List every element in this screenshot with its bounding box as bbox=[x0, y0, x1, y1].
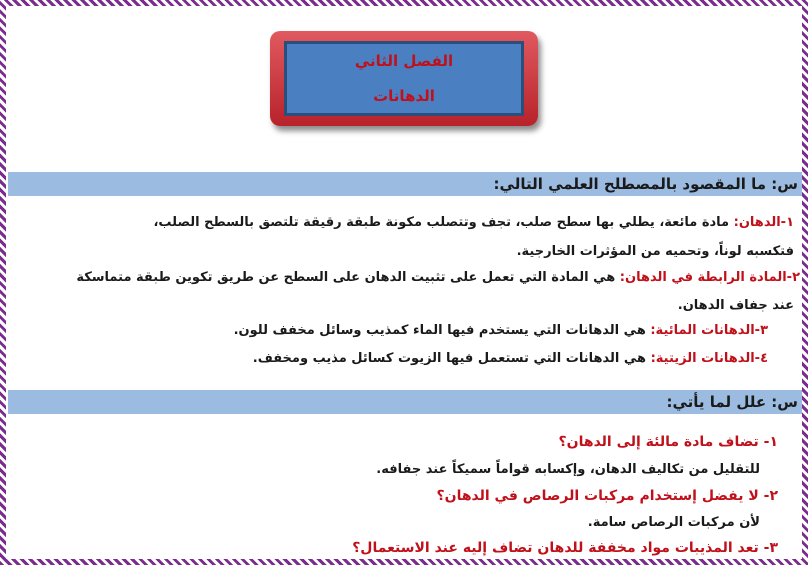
definition-1-continued: فتكسبه لوناً، وتحميه من المؤثرات الخارجية. bbox=[516, 244, 794, 259]
reason-question-1: ١- تضاف مادة مالئة إلى الدهان؟ bbox=[558, 434, 778, 450]
reason-question-3: ٣- تعد المذيبات مواد مخففة للدهان تضاف إليه عند الاستعمال؟ bbox=[352, 540, 778, 556]
chapter-title-inner bbox=[284, 41, 524, 116]
definition-term: ٤-الدهانات الزيتية: bbox=[650, 351, 768, 366]
definition-1 bbox=[153, 215, 794, 230]
chapter-title: الدهانات bbox=[373, 86, 435, 105]
definition-2-continued: عند جفاف الدهان. bbox=[677, 298, 794, 313]
reason-answer-2: لأن مركبات الرصاص سامة. bbox=[587, 515, 760, 530]
definition-text: هي الدهانات التي يستخدم فيها الماء كمذيب وسائل مخفف للون. bbox=[233, 323, 651, 338]
definition-2 bbox=[76, 270, 800, 285]
definition-term: ٣-الدهانات المائية: bbox=[650, 323, 768, 338]
section1-question: س: ما المقصود بالمصطلح العلمي التالي: bbox=[8, 172, 802, 196]
definition-text: هي المادة التي تعمل على تثبيت الدهان على السطح عن طريق تكوين طبقة متماسكة bbox=[76, 270, 620, 285]
definition-term: ١-الدهان: bbox=[733, 215, 794, 230]
section2-question: س: علل لما يأتي: bbox=[8, 390, 802, 414]
chapter-label: الفصل الثاني bbox=[354, 52, 454, 71]
reason-question-2: ٢- لا يفضل إستخدام مركبات الرصاص في الدهان؟ bbox=[436, 488, 778, 504]
chapter-title-box bbox=[270, 31, 538, 126]
definition-4 bbox=[253, 351, 768, 366]
definition-3 bbox=[234, 323, 768, 338]
definition-text: مادة مائعة، يطلي بها سطح صلب، تجف وتتصلب مكونة طبقة رقيقة تلتصق بالسطح الصلب، bbox=[153, 215, 734, 230]
definition-text: هي الدهانات التي تستعمل فيها الزيوت كسائل مذيب ومخفف. bbox=[252, 351, 651, 366]
reason-answer-1: للتقليل من تكاليف الدهان، وإكسابه قواماً سميكاً عند جفافه. bbox=[376, 462, 760, 477]
definition-term: ٢-المادة الرابطة في الدهان: bbox=[619, 270, 800, 285]
